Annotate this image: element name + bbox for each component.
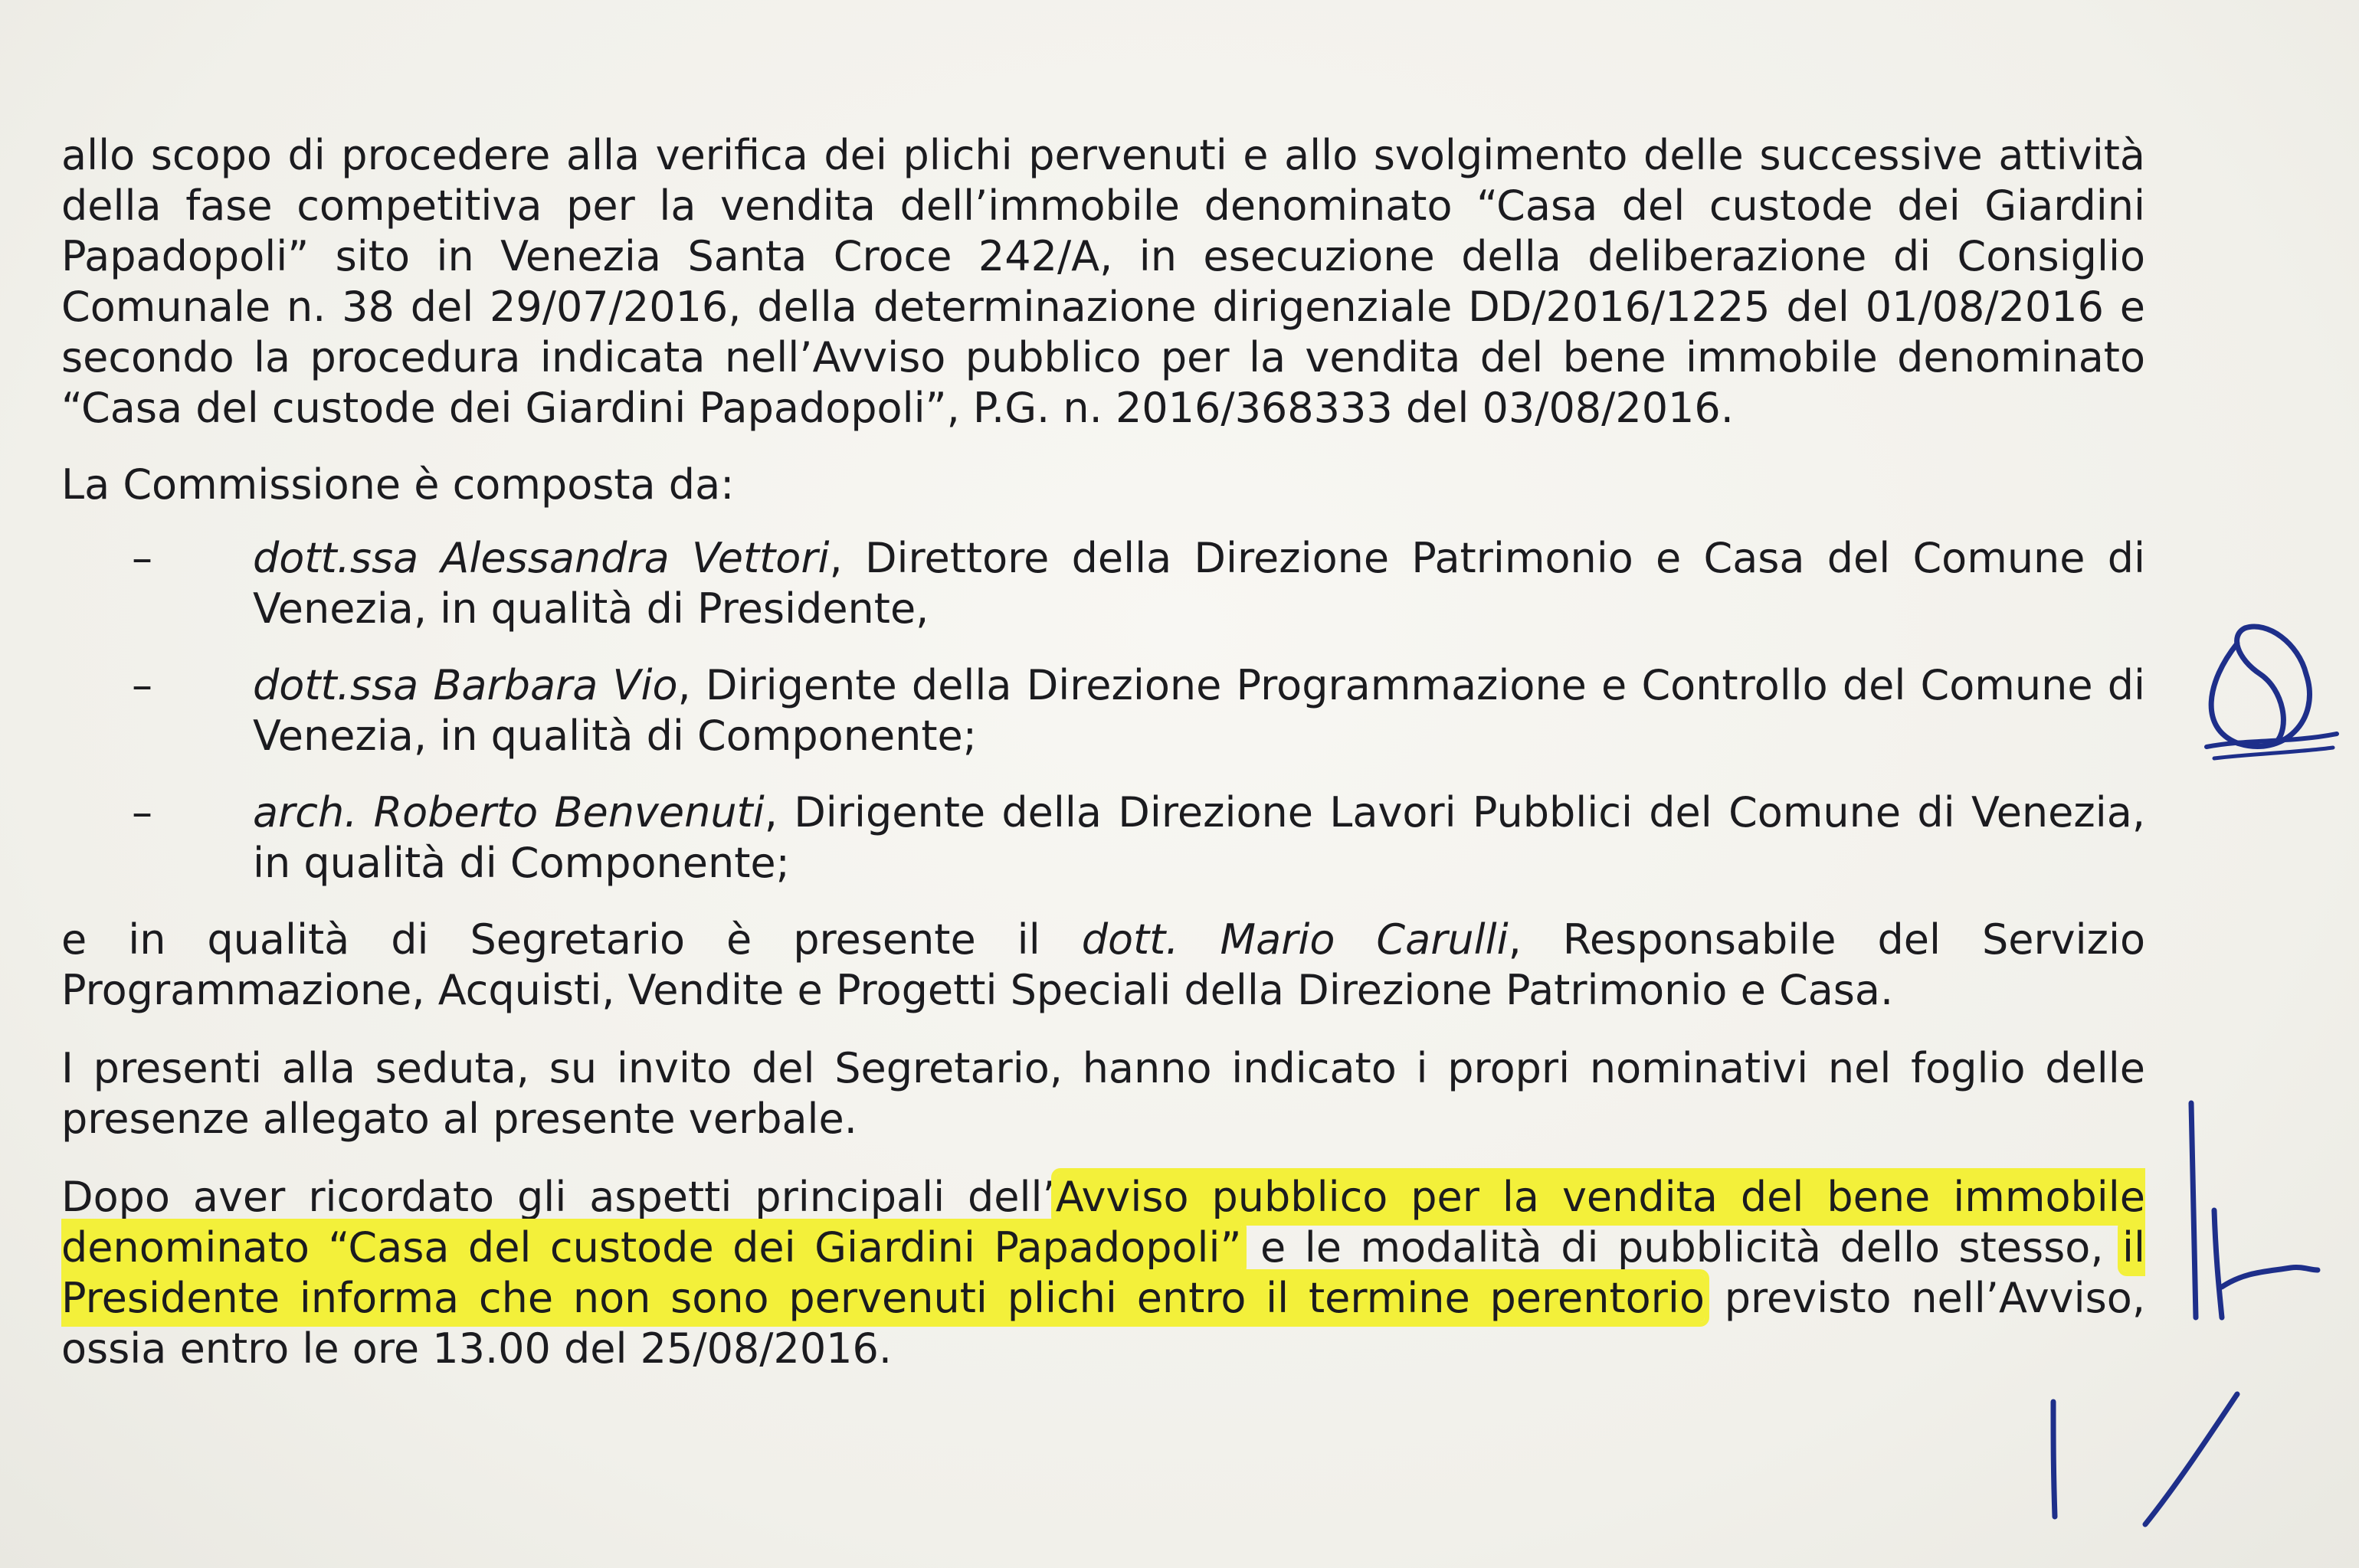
secretary-text-b: , Responsabile del Servizio Programmazione, Acquisti, Vendite e Progetti Speciali della Direzione Patrimonio e Casa. (61, 915, 2146, 1014)
document-body (61, 130, 2145, 1374)
members-list (61, 533, 2145, 889)
conclusion-text-b: e le modalità di pubblicità dello stesso, (1241, 1223, 2122, 1272)
handwritten-signature-mark (2168, 1095, 2321, 1325)
member-role: , Direttore della Direzione Patrimonio e Casa del Comune di Venezia, in qualità di Presidente, (253, 534, 2145, 633)
conclusion-text-c: previsto nell’Avviso, ossia entro le ore 13.00 del 25/08/2016. (61, 1274, 2145, 1373)
secretary-name: dott. Mario Carulli (1081, 915, 1509, 964)
secretary-text-a: e in qualità di Segretario è presente il (61, 915, 1082, 964)
member-name: arch. Roberto Benvenuti (253, 788, 765, 836)
commission-heading: La Commissione è composta da: (61, 460, 735, 509)
conclusion-text-a: Dopo aver ricordato gli aspetti principali dell’ (61, 1173, 1056, 1221)
handwritten-initial-signature (2191, 597, 2344, 774)
highlighted-statement: il Presidente informa che non sono pervenuti plichi entro il termine perentorio (61, 1223, 2145, 1322)
member-role: , Dirigente della Direzione Programmazione e Controllo del Comune di Venezia, in qualità di Componente; (253, 661, 2146, 760)
member-name: dott.ssa Barbara Vio (253, 661, 678, 709)
member-item (61, 660, 2145, 761)
member-role: , Dirigente della Direzione Lavori Pubblici del Comune di Venezia, in qualità di Componente; (253, 788, 2145, 887)
member-item (61, 533, 2145, 634)
highlighted-notice-title: Avviso pubblico per la vendita del bene immobile denominato “Casa del custode dei Giardini Papadopoli” (61, 1173, 2145, 1272)
list-dash: – (132, 788, 152, 836)
intro-paragraph: allo scopo di procedere alla verifica dei plichi pervenuti e allo svolgimento delle successive attività della fase competitiva per la vendita dell’immobile denominato “Casa del custode dei Giardini Papadopoli” sito in Venezia Santa Croce 242/A, in esecuzione della deliberazione di Consiglio Comunale n. 38 del 29/07/2016, della determinazione dirigenziale DD/2016/1225 del 01/08/2016 e secondo la procedura indicata nell’Avviso pubblico per la vendita del bene immobile denominato “Casa del custode dei Giardini Papadopoli”, P.G. n. 2016/368333 del 03/08/2016. (61, 131, 2145, 432)
handwritten-stroke-marks (2023, 1379, 2253, 1532)
secretary-paragraph (61, 915, 2145, 1016)
attendance-paragraph: I presenti alla seduta, su invito del Segretario, hanno indicato i propri nominativi nel foglio delle presenze allegato al presente verbale. (61, 1044, 2145, 1143)
list-dash: – (132, 661, 152, 709)
conclusion-paragraph (61, 1172, 2145, 1374)
member-item (61, 787, 2145, 889)
list-dash: – (132, 534, 152, 582)
member-name: dott.ssa Alessandra Vettori (253, 534, 830, 582)
